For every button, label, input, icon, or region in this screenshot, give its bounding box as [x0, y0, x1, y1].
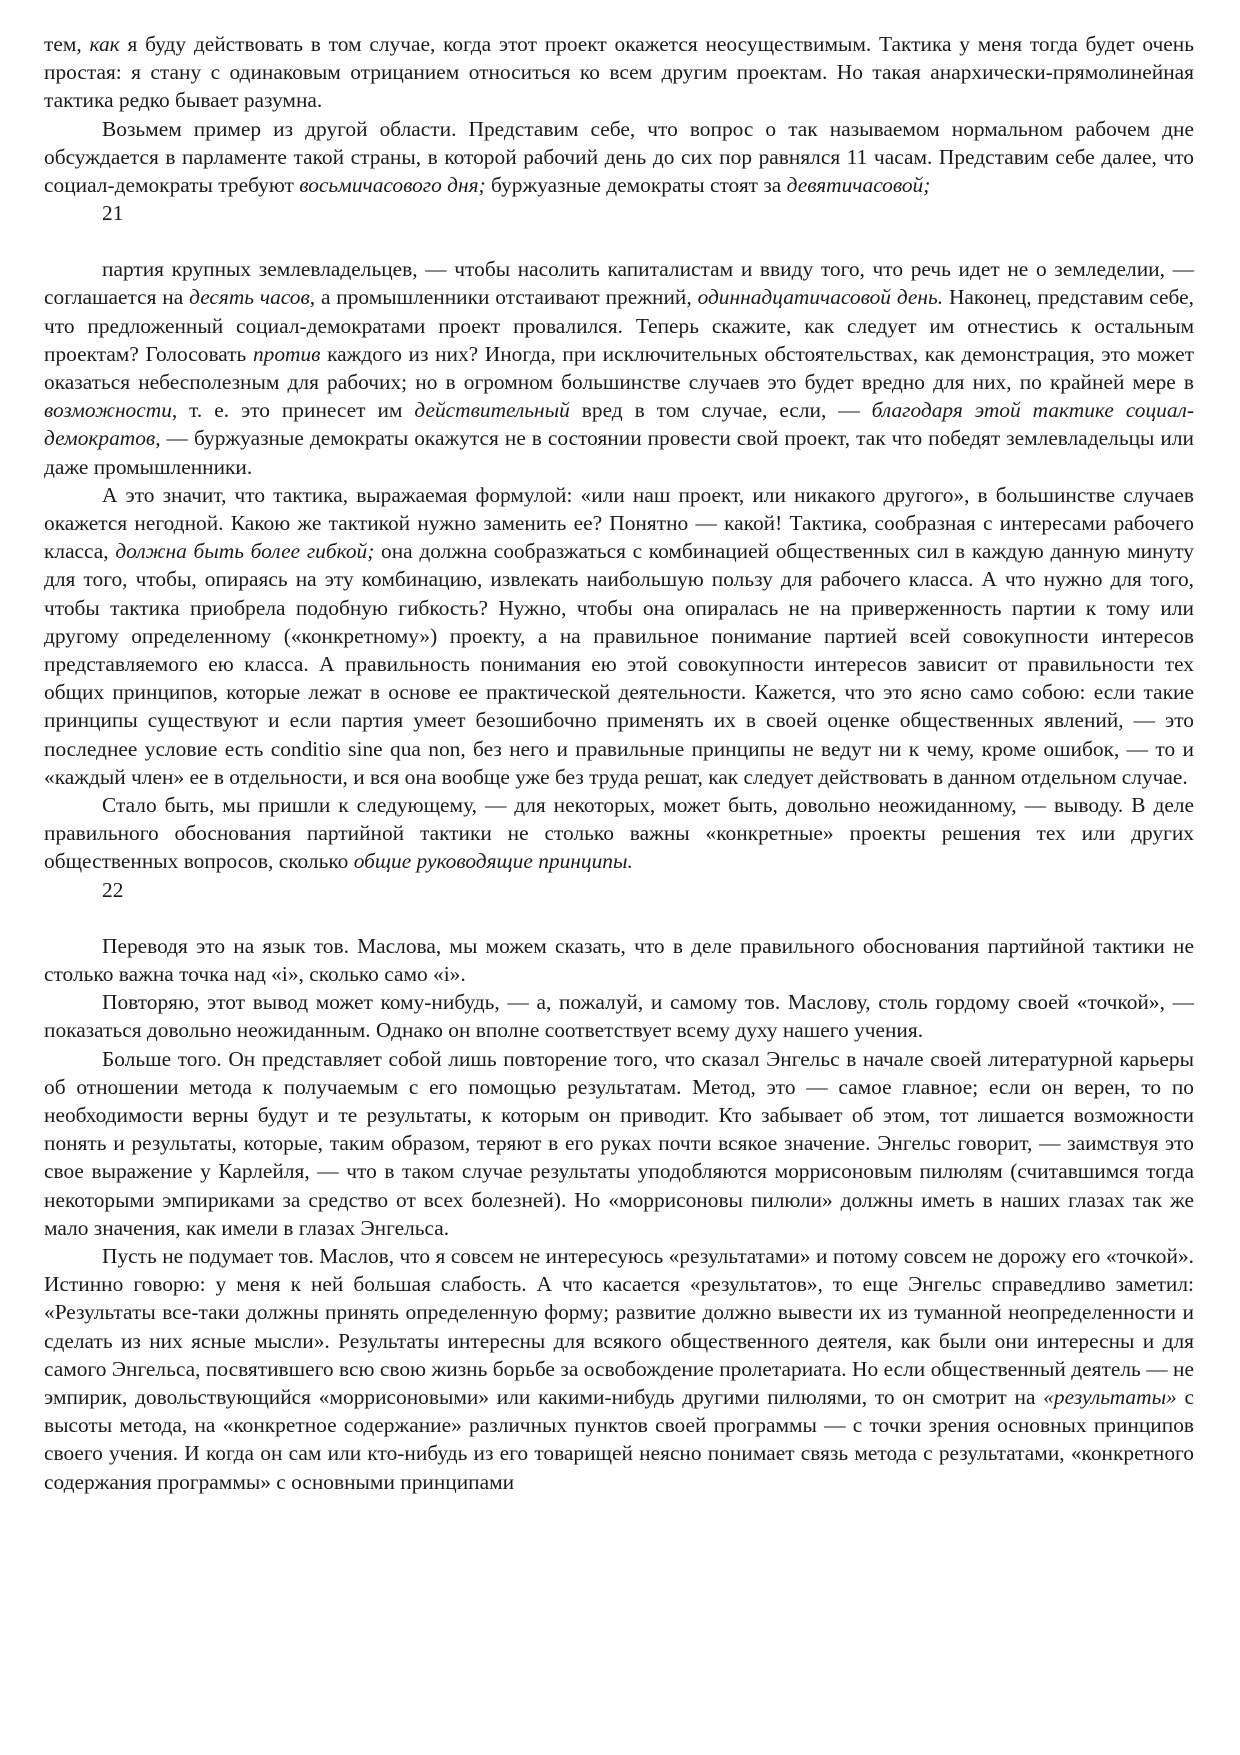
paragraph: Пусть не подумает тов. Маслов, что я совсем не интересуюсь «результатами» и потому совсем не дорожу его «точкой». Истинно говорю: у меня к ней большая слабость. А что касается «результатов», то еще Энгельс справедливо заметил: «Результаты все-таки должны принять определенную форму; развитие должно вывести их из туманной неопределенности и сделать из них ясные мысли». Результаты интересны для всякого общественного деятеля, как были они интересны и для самого Энгельса, посвятившего всю свою жизнь борьбе за освобождение пролетариата. Но если общественный деятель — не эмпирик, довольствующийся «моррисоновыми» или какими-нибудь другими пилюлями, то он смотрит на «результаты» с высоты метода, на «конкретное содержание» различных пунктов своей программы — с точки зрения основных принципов своего учения. И когда он сам или кто-нибудь из его товарищей неясно понимает связь метода с результатами, «конкретного содержания программы» с основными принципами: [44, 1243, 1195, 1494]
page-number: 22: [102, 877, 124, 902]
paragraph: тем, как я буду действовать в том случае, когда этот проект окажется неосуществимым. Тактика у меня тогда будет очень простая: я стану с одинаковым отрицанием относиться ко всем другим проектам. Но такая анархически-прямолинейная тактика редко бывает разумна.: [44, 32, 1194, 113]
document-page: [44, 30, 1194, 1496]
paragraph: Стало быть, мы пришли к следующему, — для некоторых, может быть, довольно неожиданному, — выводу. В деле правильного обоснования партийной тактики не столько важны «конкретные» проекты решения тех или других общественных вопросов, сколько общие руководящие принципы.: [44, 793, 1194, 874]
paragraph: Повторяю, этот вывод может кому-нибудь, — а, пожалуй, и самому тов. Маслову, столь гордому своей «точкой», — показаться довольно неожиданным. Однако он вполне соответствует всему духу нашего учения.: [44, 990, 1194, 1043]
paragraph: партия крупных землевладельцев, — чтобы насолить капиталистам и ввиду того, что речь идет не о земледелии, — соглашается на десять часов, а промышленники отстаивают прежний, одиннадцатичасовой день. Наконец, представим себе, что предложенный социал-демократами проект провалился. Теперь скажите, как следует им отнестись к остальным проектам? Голосовать против каждого из них? Иногда, при исключительных обстоятельствах, как демонстрация, это может оказаться небесполезным для рабочих; но в огромном большинстве случаев это будет вредно для них, по крайней мере в возможности, т. е. это принесет им действительный вред в том случае, если, — благодаря этой тактике социал-демократов, — буржуазные демократы окажутся не в состоянии провести свой проект, так что победят землевладельцы или даже промышленники.: [44, 257, 1194, 479]
paragraph: Больше того. Он представляет собой лишь повторение того, что сказал Энгельс в начале своей литературной карьеры об отношении метода к получаемым с его помощью результатам. Метод, это — самое главное; если он верен, то по необходимости верны будут и те результаты, к которым он приводит. Кто забывает об этом, тот лишается возможности понять и результаты, которые, таким образом, теряют в его руках почти всякое значение. Энгельс говорит, — заимствуя это свое выражение у Карлейля, — что в таком случае результаты уподобляются моррисоновым пилюлям (считавшимся тогда некоторыми эмпириками за средство от всех болезней). Но «моррисоновы пилюли» должны иметь в наших глазах так же мало значения, как имели в глазах Энгельса.: [44, 1046, 1194, 1240]
paragraph: Возьмем пример из другой области. Представим себе, что вопрос о так называемом нормальном рабочем дне обсуждается в парламенте такой страны, в которой рабочий день до сих пор равнялся 11 часам. Представим себе далее, что социал-демократы требуют восьмичасового дня; буржуазные демократы стоят за девятичасовой;: [44, 116, 1194, 198]
paragraph: А это значит, что тактика, выражаемая формулой: «или наш проект, или никакого другого», в большинстве случаев окажется негодной. Какою же тактикой нужно заменить ее? Понятно — какой! Тактика, сообразная с интересами рабочего класса, должна быть более гибкой; она должна сообразжаться с комбинацией общественных сил в каждую данную минуту для того, чтобы, опираясь на эту комбинацию, извлекать наибольшую пользу для рабочего класса. А что нужно для того, чтобы тактика приобрела подобную гибкость? Нужно, чтобы она опиралась не на приверженность партии к тому или другому определенному («конкретному») проекту, а на правильное понимание партией всей совокупности интересов представляемого ею класса. А правильность понимания ею этой совокупности интересов зависит от правильности тех общих принципов, которые лежат в основе ее практической деятельности. Кажется, что это ясно само собою: если такие принципы существуют и если партия умеет безошибочно применять их в своей оценке общественных явлений, — это последнее условие есть conditio sine qua non, без него и правильные принципы не ведут ни к чему, кроме ошибок, — то и «каждый член» ее в отдельности, и вся она вообще уже без труда решат, как следует действовать в данном отдельном случае.: [44, 482, 1194, 789]
paragraph: Переводя это на язык тов. Маслова, мы можем сказать, что в деле правильного обоснования партийной тактики не столько важна точка над «i», сколько само «i».: [44, 933, 1194, 986]
page-number: 21: [102, 201, 124, 226]
